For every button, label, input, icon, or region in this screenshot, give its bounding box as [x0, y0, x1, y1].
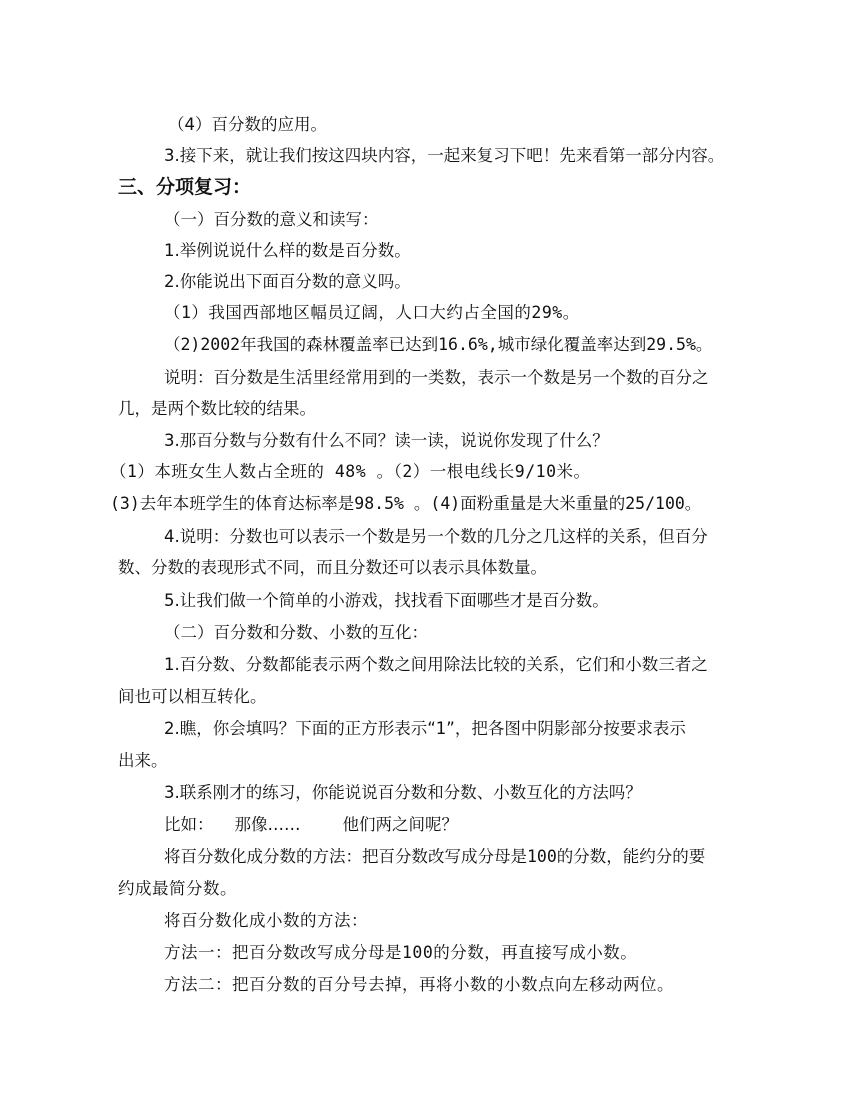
conversion-intro-line-2: 间也可以相互转化。: [118, 687, 267, 706]
note-2-line-2: 数、分数的表现形式不同，而且分数还可以表示具体数量。: [118, 558, 547, 577]
percent-to-fraction-line-1: 将百分数化成分数的方法：把百分数改写成分母是100的分数，能约分的要: [164, 847, 706, 866]
compare-item-2: (3)去年本班学生的体育达标率是98.5% 。(4)面粉重量是大米重量的25/100。: [110, 494, 702, 513]
method-1: 方法一：把百分数改写成分母是100的分数，再直接写成小数。: [164, 943, 638, 962]
example-1: （1）我国西部地区幅员辽阔，人口大约占全国的29%。: [164, 303, 580, 322]
subsection-heading-1: （一）百分数的意义和读写：: [164, 210, 379, 229]
square-prompt-line-2: 出来。: [118, 751, 168, 770]
example-2: （2)2002年我国的森林覆盖率已达到16.6%,城市绿化覆盖率达到29.5%。: [164, 335, 713, 354]
paragraph-intro: 3.接下来，就让我们按这四块内容，一起来复习下吧！先来看第一部分内容。: [164, 146, 725, 165]
examples-line: 比如： 那像…… 他们两之间呢？: [164, 815, 458, 834]
percent-to-decimal-heading: 将百分数化成小数的方法：: [164, 911, 368, 930]
question-1: 1.举例说说什么样的数是百分数。: [164, 241, 411, 260]
conversion-intro-line-1: 1.百分数、分数都能表示两个数之间用除法比较的关系，它们和小数三者之: [164, 655, 708, 674]
subsection-heading-2: （二）百分数和分数、小数的互化：: [164, 623, 428, 642]
section-heading: 三、分项复习：: [118, 176, 252, 198]
square-prompt-line-1: 2.瞧，你会填吗？下面的正方形表示“1”，把各图中阴影部分按要求表示: [164, 719, 686, 738]
compare-item-1: （1）本班女生人数占全班的 48% 。（2）一根电线长9/10米。: [110, 462, 591, 481]
question-2: 2.你能说出下面百分数的意义吗。: [164, 272, 411, 291]
note-1-line-1: 说明：百分数是生活里经常用到的一类数，表示一个数是另一个数的百分之: [164, 368, 709, 387]
list-item-applications: （4）百分数的应用。: [168, 115, 327, 134]
percent-to-fraction-line-2: 约成最简分数。: [118, 879, 237, 898]
question-3: 3.那百分数与分数有什么不同？读一读，说说你发现了什么？: [164, 431, 609, 450]
note-1-line-2: 几，是两个数比较的结果。: [118, 399, 316, 418]
method-question: 3.联系刚才的练习，你能说说百分数和分数、小数互化的方法吗？: [164, 783, 642, 802]
method-2: 方法二：把百分数的百分号去掉，再将小数的小数点向左移动两位。: [164, 975, 674, 994]
note-2-line-1: 4.说明：分数也可以表示一个数是另一个数的几分之几这样的关系，但百分: [164, 527, 708, 546]
game-prompt: 5.让我们做一个简单的小游戏，找找看下面哪些才是百分数。: [164, 591, 609, 610]
